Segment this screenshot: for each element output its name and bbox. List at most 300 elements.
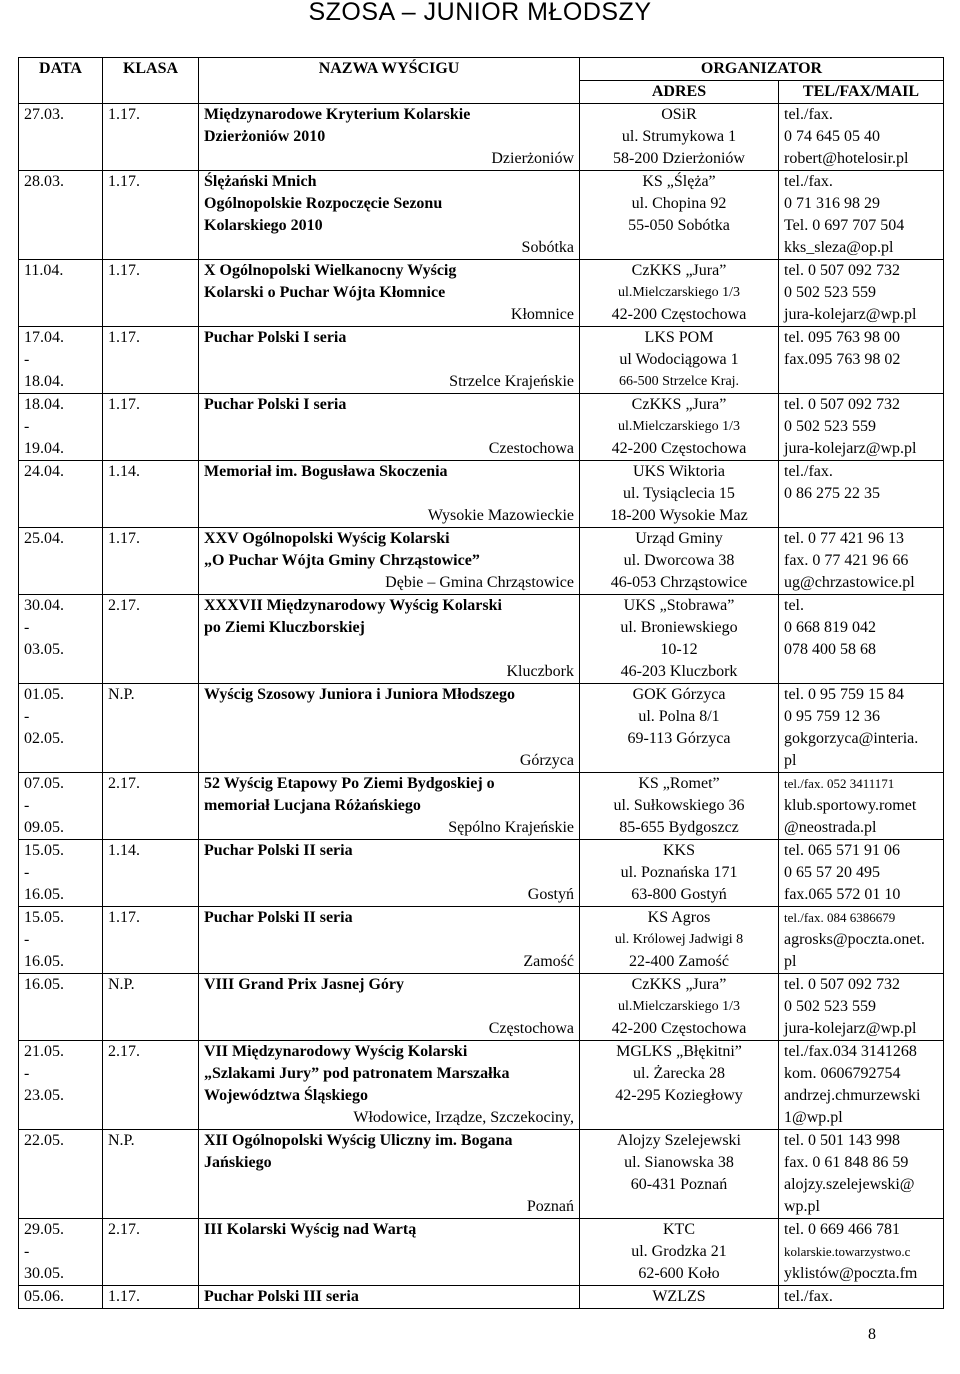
race-location: Strzelce Krajeńskie [449, 373, 574, 390]
address-line: ul. Królowej Jadwigi 8 [614, 932, 744, 947]
address-line: ul. Tysiąclecia 15 [623, 485, 735, 502]
contact-line: agrosks@poczta.onet. [784, 931, 925, 948]
race-name-line [204, 1085, 574, 1107]
contact-line: pl [784, 953, 797, 970]
address-line: ul.Mielczarskiego 1/3 [617, 419, 741, 434]
race-name-line [204, 1041, 574, 1063]
date-line: 27.03. [24, 106, 64, 123]
contact-line: 1@wp.pl [784, 1109, 843, 1126]
contact-line: wp.pl [784, 1198, 820, 1215]
spacer [204, 639, 574, 661]
race-name-text: XXV Ogólnopolski Wyścig Kolarski [204, 530, 450, 547]
race-location: Kluczbork [506, 663, 574, 680]
race-name-text: Wyścig Szosowy Juniora i Juniora Młodszego [204, 686, 515, 703]
address-line: ul Wodociągowa 1 [619, 351, 739, 368]
date-cell [19, 840, 103, 907]
race-name-cell [199, 528, 580, 595]
organizer-contact-cell [779, 171, 944, 260]
race-name-line [204, 684, 574, 706]
address-line: 42-295 Koziegłowy [615, 1087, 743, 1104]
address-line: 60-431 Poznań [630, 1176, 728, 1193]
class-cell: 1.14. [103, 461, 199, 528]
race-location: Gostyń [527, 886, 574, 903]
race-name-line [204, 126, 574, 148]
race-name-cell [199, 907, 580, 974]
class-cell: 1.17. [103, 907, 199, 974]
spacer [204, 862, 574, 884]
contact-line: tel. [784, 597, 804, 614]
contact-line: 078 400 58 68 [784, 641, 876, 658]
race-schedule-table [18, 57, 944, 1309]
organizer-contact-cell [779, 104, 944, 171]
race-name-cell [199, 773, 580, 840]
address-line: 58-200 Dzierżoniów [613, 150, 745, 167]
date-line: 15.05. [24, 842, 64, 859]
race-location: Dębie – Gmina Chrząstowice [385, 574, 574, 591]
address-line: 55-050 Sobótka [628, 217, 730, 234]
contact-line: robert@hotelosir.pl [784, 150, 909, 167]
race-row [19, 1130, 944, 1219]
date-cell [19, 1130, 103, 1219]
contact-line: tel. 0 507 092 732 [784, 976, 900, 993]
race-name-text: Puchar Polski I seria [204, 329, 347, 346]
class-cell: 2.17. [103, 1041, 199, 1130]
race-name-line [204, 461, 574, 483]
race-name-text: Ślężański Mnich [204, 173, 317, 190]
date-cell [19, 974, 103, 1041]
date-line: 25.04. [24, 530, 64, 547]
class-cell: 1.17. [103, 394, 199, 461]
race-location: Poznań [526, 1198, 574, 1215]
date-cell [19, 327, 103, 394]
race-name-line [204, 595, 574, 617]
contact-line: tel. 065 571 91 06 [784, 842, 900, 859]
class-cell: 1.17. [103, 327, 199, 394]
address-line: KS „Ślęża” [642, 173, 716, 190]
race-name-line [204, 282, 574, 304]
contact-line: @neostrada.pl [784, 819, 877, 836]
date-line: - [24, 418, 30, 435]
race-name-text: Puchar Polski II seria [204, 842, 353, 859]
date-cell [19, 1286, 103, 1309]
race-name-cell [199, 260, 580, 327]
contact-line: 0 65 57 20 495 [784, 864, 880, 881]
race-location: Sobótka [521, 239, 574, 256]
date-line: 16.05. [24, 886, 64, 903]
contact-line: tel. 0 77 421 96 13 [784, 530, 904, 547]
contact-line: jura-kolejarz@wp.pl [784, 1020, 917, 1037]
race-name-text: Województwa Śląskiego [204, 1087, 368, 1104]
address-line: ul. Sułkowskiego 36 [613, 797, 745, 814]
race-name-line [204, 394, 574, 416]
contact-line: 0 71 316 98 29 [784, 195, 880, 212]
race-name-cell [199, 171, 580, 260]
address-line: UKS „Stobrawa” [623, 597, 735, 614]
contact-line: fax. 0 77 421 96 66 [784, 552, 909, 569]
race-row [19, 104, 944, 171]
race-name-cell [199, 684, 580, 773]
date-line: 05.06. [24, 1288, 64, 1305]
class-cell: N.P. [103, 974, 199, 1041]
page-title: SZOSA – JUNIOR MŁODSZY [308, 0, 652, 26]
organizer-address-cell [580, 171, 779, 260]
date-line: - [24, 931, 30, 948]
date-cell [19, 907, 103, 974]
date-cell [19, 394, 103, 461]
race-location: Dzierżoniów [491, 150, 574, 167]
race-location: Częstochowa [488, 1020, 574, 1037]
date-line: 09.05. [24, 819, 64, 836]
address-line: KS Agros [647, 909, 711, 926]
race-location: Sępólno Krajeńskie [448, 819, 574, 836]
address-line: ul. Sianowska 38 [624, 1154, 734, 1171]
date-line: 03.05. [24, 641, 64, 658]
race-name-cell [199, 1130, 580, 1219]
contact-line: tel./fax. [784, 173, 833, 190]
date-line: 29.05. [24, 1221, 64, 1238]
contact-line: 0 86 275 22 35 [784, 485, 880, 502]
race-name-text: III Kolarski Wyścig nad Wartą [204, 1221, 417, 1238]
race-row [19, 595, 944, 684]
address-line: 69-113 Górzyca [627, 730, 731, 747]
contact-line: tel./fax. [784, 106, 833, 123]
race-name-cell [199, 1219, 580, 1286]
race-name-line [204, 974, 574, 996]
address-line: 46-053 Chrząstowice [610, 574, 748, 591]
spacer [204, 483, 574, 505]
address-line: WZLZS [652, 1288, 706, 1305]
contact-line: fax.095 763 98 02 [784, 351, 901, 368]
race-row [19, 260, 944, 327]
race-name-cell [199, 461, 580, 528]
contact-line: tel. 095 763 98 00 [784, 329, 900, 346]
race-name-text: XXXVII Międzynarodowy Wyścig Kolarski [204, 597, 502, 614]
race-name-line [204, 104, 574, 126]
date-cell [19, 684, 103, 773]
organizer-contact-cell [779, 1130, 944, 1219]
race-name-line [204, 327, 574, 349]
contact-line: tel./fax. 052 3411171 [784, 776, 895, 791]
address-line: ul. Żarecka 28 [633, 1065, 725, 1082]
race-name-cell [199, 595, 580, 684]
date-line: 16.05. [24, 953, 64, 970]
address-line: CzKKS „Jura” [631, 396, 727, 413]
address-line: 46-203 Kluczbork [620, 663, 738, 680]
contact-line: tel./fax. [784, 1288, 833, 1305]
date-cell [19, 1219, 103, 1286]
date-cell [19, 461, 103, 528]
date-line: - [24, 864, 30, 881]
class-cell: 1.17. [103, 528, 199, 595]
race-row [19, 528, 944, 595]
contact-line: kks_sleza@op.pl [784, 239, 894, 256]
contact-line: 0 95 759 12 36 [784, 708, 880, 725]
address-line: 22-400 Zamość [629, 953, 729, 970]
organizer-contact-cell [779, 528, 944, 595]
header-organizer: ORGANIZATOR [580, 58, 944, 81]
organizer-contact-cell [779, 1041, 944, 1130]
organizer-contact-cell [779, 684, 944, 773]
date-line: 23.05. [24, 1087, 64, 1104]
race-name-text: Puchar Polski III seria [204, 1288, 359, 1305]
race-name-cell [199, 104, 580, 171]
date-line: 24.04. [24, 463, 64, 480]
date-line: 30.05. [24, 1265, 64, 1282]
date-cell [19, 260, 103, 327]
spacer [204, 929, 574, 951]
date-cell [19, 104, 103, 171]
organizer-contact-cell [779, 394, 944, 461]
class-cell: 2.17. [103, 773, 199, 840]
spacer [204, 996, 574, 1018]
race-name-line [204, 1286, 574, 1308]
spacer [204, 1174, 574, 1196]
race-rows [19, 104, 944, 1309]
class-cell: 1.17. [103, 1286, 199, 1309]
header-contact: TEL/FAX/MAIL [779, 81, 944, 104]
race-name-cell [199, 327, 580, 394]
race-name-line [204, 1130, 574, 1152]
organizer-address-cell [580, 974, 779, 1041]
spacer [204, 1241, 574, 1263]
race-row [19, 1286, 944, 1309]
contact-line: andrzej.chmurzewski [784, 1087, 921, 1104]
organizer-address-cell [580, 104, 779, 171]
spacer [204, 349, 574, 371]
race-row [19, 327, 944, 394]
header-race-name: NAZWA WYŚCIGU [199, 58, 580, 104]
race-name-line [204, 1152, 574, 1174]
race-location: Zamość [523, 953, 574, 970]
race-row [19, 1041, 944, 1130]
contact-line: 0 74 645 05 40 [784, 128, 880, 145]
address-line: 63-800 Gostyń [631, 886, 727, 903]
address-line: 66-500 Strzelce Kraj. [618, 374, 740, 389]
race-name-text: Memoriał im. Bogusława Skoczenia [204, 463, 448, 480]
race-name-text: 52 Wyścig Etapowy Po Ziemi Bydgoskiej o [204, 775, 495, 792]
contact-line: jura-kolejarz@wp.pl [784, 306, 917, 323]
contact-line: 0 668 819 042 [784, 619, 876, 636]
address-line: KTC [663, 1221, 695, 1238]
contact-line: yklistów@poczta.fm [784, 1265, 918, 1282]
address-line: ul. Strumykowa 1 [621, 128, 737, 145]
organizer-address-cell [580, 528, 779, 595]
race-name-cell [199, 1286, 580, 1309]
race-name-text: Puchar Polski II seria [204, 909, 353, 926]
organizer-address-cell [580, 595, 779, 684]
contact-line: Tel. 0 697 707 504 [784, 217, 905, 234]
race-row [19, 1219, 944, 1286]
race-name-text: memoriał Lucjana Różańskiego [204, 797, 421, 814]
class-cell: 2.17. [103, 595, 199, 684]
date-cell [19, 1041, 103, 1130]
contact-line: tel. 0 95 759 15 84 [784, 686, 904, 703]
date-line: 17.04. [24, 329, 64, 346]
date-line: 16.05. [24, 976, 64, 993]
organizer-contact-cell [779, 773, 944, 840]
date-cell [19, 528, 103, 595]
race-location: Wysokie Mazowieckie [427, 507, 574, 524]
race-row [19, 461, 944, 528]
address-line: 42-200 Częstochowa [611, 306, 747, 323]
race-name-line [204, 773, 574, 795]
contact-line: fax. 0 61 848 86 59 [784, 1154, 909, 1171]
contact-line: 0 502 523 559 [784, 998, 876, 1015]
address-line: Alojzy Szelejewski [617, 1132, 741, 1149]
race-name-line [204, 907, 574, 929]
date-line: - [24, 1065, 30, 1082]
date-line: - [24, 708, 30, 725]
class-cell: 1.14. [103, 840, 199, 907]
organizer-contact-cell [779, 1219, 944, 1286]
race-name-text: Puchar Polski I seria [204, 396, 347, 413]
address-line: KKS [662, 842, 695, 859]
organizer-contact-cell [779, 907, 944, 974]
race-name-line [204, 528, 574, 550]
date-cell [19, 595, 103, 684]
address-line: ul. Grodzka 21 [631, 1243, 727, 1260]
header-class: KLASA [103, 58, 199, 104]
date-line: - [24, 1243, 30, 1260]
date-line: 11.04. [24, 262, 64, 279]
race-row [19, 840, 944, 907]
address-line: MGLKS „Błękitni” [616, 1043, 742, 1060]
organizer-address-cell [580, 1286, 779, 1309]
date-line: 15.05. [24, 909, 64, 926]
address-line: ul.Mielczarskiego 1/3 [617, 999, 741, 1014]
race-name-text: XII Ogólnopolski Wyścig Uliczny im. Bogana [204, 1132, 513, 1149]
race-name-text: „O Puchar Wójta Gminy Chrząstowice” [204, 552, 480, 569]
contact-line: alojzy.szelejewski@ [784, 1176, 915, 1193]
contact-line: 0 502 523 559 [784, 284, 876, 301]
race-name-cell [199, 1041, 580, 1130]
contact-line: tel. 0 669 466 781 [784, 1221, 900, 1238]
organizer-address-cell [580, 1041, 779, 1130]
address-line: UKS Wiktoria [633, 463, 725, 480]
organizer-address-cell [580, 684, 779, 773]
date-line: 07.05. [24, 775, 64, 792]
class-cell: 1.17. [103, 171, 199, 260]
organizer-contact-cell [779, 1286, 944, 1309]
race-name-line [204, 171, 574, 193]
date-line: - [24, 351, 30, 368]
address-line: ul. Chopina 92 [631, 195, 727, 212]
race-name-cell [199, 974, 580, 1041]
race-name-cell [199, 840, 580, 907]
organizer-address-cell [580, 1219, 779, 1286]
address-line: ul. Poznańska 171 [620, 864, 738, 881]
race-name-text: po Ziemi Kluczborskiej [204, 619, 365, 636]
organizer-address-cell [580, 773, 779, 840]
class-cell: 2.17. [103, 1219, 199, 1286]
organizer-address-cell [580, 260, 779, 327]
race-row [19, 974, 944, 1041]
address-line: ul. Dworcowa 38 [623, 552, 735, 569]
contact-line: pl [784, 752, 797, 769]
page-number: 8 [868, 1326, 876, 1343]
contact-line: klub.sportowy.romet [784, 797, 917, 814]
date-line: 02.05. [24, 730, 64, 747]
address-line: 18-200 Wysokie Maz [610, 507, 748, 524]
organizer-contact-cell [779, 327, 944, 394]
address-line: ul.Mielczarskiego 1/3 [617, 285, 741, 300]
contact-line: tel. 0 507 092 732 [784, 262, 900, 279]
address-line: 42-200 Częstochowa [611, 440, 747, 457]
race-row [19, 773, 944, 840]
race-name-text: Międzynarodowe Kryterium Kolarskie [204, 106, 471, 123]
race-name-text: X Ogólnopolski Wielkanocny Wyścig [204, 262, 457, 279]
race-location: Kłomnice [510, 306, 574, 323]
organizer-contact-cell [779, 461, 944, 528]
organizer-contact-cell [779, 974, 944, 1041]
race-name-line [204, 840, 574, 862]
address-line: Urząd Gminy [635, 530, 723, 547]
race-row [19, 684, 944, 773]
contact-line: kom. 0606792754 [784, 1065, 901, 1082]
organizer-address-cell [580, 394, 779, 461]
race-name-line [204, 550, 574, 572]
race-row [19, 907, 944, 974]
date-line: - [24, 619, 30, 636]
date-line: - [24, 797, 30, 814]
contact-line: tel. 0 501 143 998 [784, 1132, 900, 1149]
date-line: 30.04. [24, 597, 64, 614]
race-name-line [204, 215, 574, 237]
address-line: 10-12 [660, 641, 698, 658]
date-line: 19.04. [24, 440, 64, 457]
date-cell [19, 171, 103, 260]
race-row [19, 171, 944, 260]
organizer-address-cell [580, 1130, 779, 1219]
address-line: 85-655 Bydgoszcz [619, 819, 739, 836]
contact-line: jura-kolejarz@wp.pl [784, 440, 917, 457]
contact-line: tel./fax. 084 6386679 [784, 910, 896, 925]
address-line: CzKKS „Jura” [631, 262, 727, 279]
contact-line: tel. 0 507 092 732 [784, 396, 900, 413]
race-name-text: Ogólnopolskie Rozpoczęcie Sezonu [204, 195, 443, 212]
spacer [204, 416, 574, 438]
race-name-text: „Szlakami Jury” pod patronatem Marszałka [204, 1065, 510, 1082]
contact-line: tel./fax. [784, 463, 833, 480]
address-line: 62-600 Koło [638, 1265, 720, 1282]
class-cell: N.P. [103, 684, 199, 773]
date-line: 18.04. [24, 373, 64, 390]
date-cell [19, 773, 103, 840]
spacer [204, 706, 574, 728]
contact-line: gokgorzyca@interia. [784, 730, 919, 747]
race-name-line [204, 193, 574, 215]
header-row-1 [19, 58, 944, 81]
organizer-contact-cell [779, 595, 944, 684]
organizer-address-cell [580, 840, 779, 907]
address-line: LKS POM [644, 329, 714, 346]
contact-line: tel./fax.034 3141268 [784, 1043, 917, 1060]
race-name-line [204, 260, 574, 282]
race-location: Włodowice, Irządze, Szczekociny, [353, 1109, 574, 1126]
spacer [204, 728, 574, 750]
date-line: 21.05. [24, 1043, 64, 1060]
race-location: Czestochowa [488, 440, 574, 457]
race-name-text: VII Międzynarodowy Wyścig Kolarski [204, 1043, 468, 1060]
class-cell: N.P. [103, 1130, 199, 1219]
race-name-line [204, 1063, 574, 1085]
race-name-text: Kolarskiego 2010 [204, 217, 323, 234]
address-line: ul. Polna 8/1 [638, 708, 720, 725]
organizer-address-cell [580, 461, 779, 528]
race-name-text: Jańskiego [204, 1154, 272, 1171]
organizer-address-cell [580, 907, 779, 974]
class-cell: 1.17. [103, 260, 199, 327]
